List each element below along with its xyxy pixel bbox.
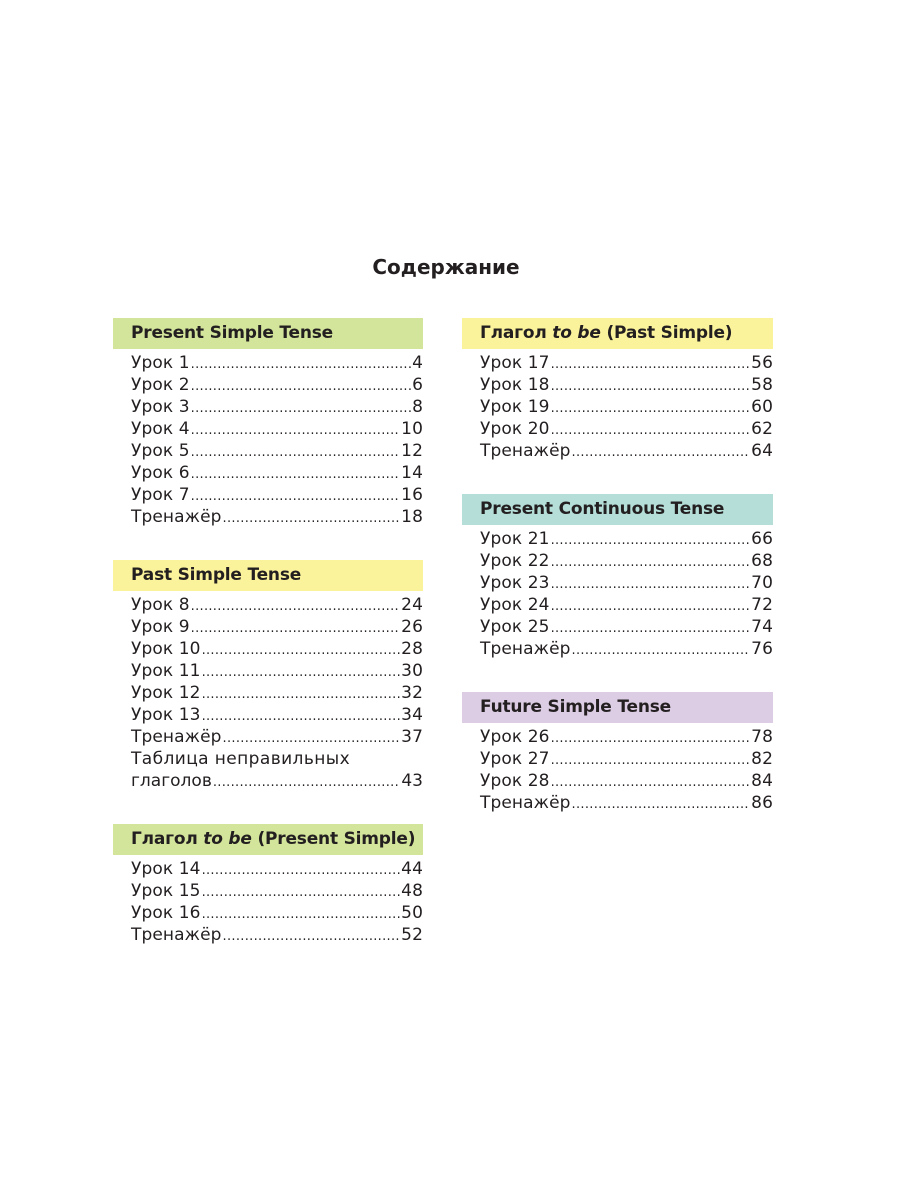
toc-column-right — [462, 318, 773, 846]
toc-entry-label: Тренажёр — [131, 727, 222, 747]
toc-entry-page: 43 — [401, 771, 423, 791]
toc-entry-page: 50 — [401, 903, 423, 923]
toc-entry[interactable] — [480, 572, 773, 594]
toc-entries — [113, 352, 423, 528]
toc-entry-page: 62 — [751, 419, 773, 439]
leader-dots — [191, 354, 411, 376]
toc-entry-label: Урок 23 — [480, 573, 550, 593]
section-header-text: Глагол — [131, 829, 204, 849]
toc-entry-label: Урок 18 — [480, 375, 550, 395]
toc-entry[interactable] — [131, 638, 423, 660]
toc-entry[interactable] — [480, 748, 773, 770]
toc-entry[interactable] — [480, 770, 773, 792]
leader-dots — [223, 728, 401, 750]
toc-entry-label: Урок 16 — [131, 903, 201, 923]
leader-dots — [202, 860, 401, 882]
toc-entries — [462, 352, 773, 462]
toc-entry[interactable] — [131, 616, 423, 638]
toc-entry-label: Тренажёр — [131, 507, 222, 527]
toc-entry-page: 10 — [401, 419, 423, 439]
toc-entry-label: глаголов — [131, 771, 212, 791]
toc-entry[interactable] — [480, 550, 773, 572]
toc-entry[interactable] — [131, 682, 423, 704]
toc-entry-label: Тренажёр — [480, 793, 571, 813]
leader-dots — [191, 420, 401, 442]
page-title: Содержание — [372, 255, 520, 279]
toc-entry-label: Урок 15 — [131, 881, 201, 901]
toc-entry-page: 60 — [751, 397, 773, 417]
leader-dots — [551, 574, 751, 596]
toc-entry-label: Урок 26 — [480, 727, 550, 747]
toc-entry[interactable] — [131, 374, 423, 396]
toc-entry-label: Урок 5 — [131, 441, 190, 461]
toc-entry[interactable] — [131, 440, 423, 462]
leader-dots — [202, 882, 401, 904]
section-header — [113, 824, 423, 855]
toc-entry[interactable] — [480, 726, 773, 748]
leader-dots — [572, 442, 751, 464]
toc-entry[interactable] — [131, 484, 423, 506]
leader-dots — [191, 596, 401, 618]
toc-entry[interactable] — [131, 880, 423, 902]
toc-entry[interactable] — [480, 396, 773, 418]
toc-entry[interactable] — [131, 462, 423, 484]
toc-entry[interactable] — [480, 418, 773, 440]
leader-dots — [572, 794, 751, 816]
toc-entry-label: Урок 27 — [480, 749, 550, 769]
section-header: Future Simple Tense — [462, 692, 773, 723]
toc-entry[interactable] — [480, 616, 773, 638]
toc-entry-page: 68 — [751, 551, 773, 571]
leader-dots — [551, 376, 751, 398]
toc-section-past-simple — [113, 560, 423, 792]
toc-entry[interactable] — [131, 902, 423, 924]
toc-entry-page: 70 — [751, 573, 773, 593]
toc-entry-label: Урок 7 — [131, 485, 190, 505]
toc-entry-page: 14 — [401, 463, 423, 483]
toc-entry-label: Урок 3 — [131, 397, 190, 417]
leader-dots — [551, 618, 751, 640]
toc-entry-page: 74 — [751, 617, 773, 637]
toc-entry-label: Тренажёр — [480, 639, 571, 659]
toc-entry-page: 16 — [401, 485, 423, 505]
toc-entry-page: 86 — [751, 793, 773, 813]
toc-entry-page: 30 — [401, 661, 423, 681]
toc-entry-label: Урок 6 — [131, 463, 190, 483]
toc-entry-page: 12 — [401, 441, 423, 461]
toc-section-to-be-past — [462, 318, 773, 462]
section-header-emphasis: to be — [552, 323, 601, 343]
toc-entry-irregular-verbs[interactable] — [113, 748, 423, 792]
leader-dots — [551, 552, 751, 574]
leader-dots — [202, 662, 401, 684]
toc-entry-page: 26 — [401, 617, 423, 637]
toc-entry[interactable] — [480, 374, 773, 396]
toc-entries — [462, 726, 773, 814]
leader-dots — [191, 376, 411, 398]
section-header-text: (Past Simple) — [600, 323, 733, 343]
toc-entry-label: Урок 19 — [480, 397, 550, 417]
toc-entries — [113, 594, 423, 748]
toc-entry-page: 4 — [412, 353, 423, 373]
toc-entry-label: Урок 12 — [131, 683, 201, 703]
section-header: Past Simple Tense — [113, 560, 423, 591]
toc-entry-page: 18 — [401, 507, 423, 527]
toc-entry-page: 66 — [751, 529, 773, 549]
toc-entry-page: 64 — [751, 441, 773, 461]
leader-dots — [551, 354, 751, 376]
section-header: Present Simple Tense — [113, 318, 423, 349]
leader-dots — [551, 596, 751, 618]
toc-entry[interactable] — [480, 440, 773, 462]
toc-entry[interactable] — [131, 396, 423, 418]
toc-entry-label: Урок 8 — [131, 595, 190, 615]
toc-entry[interactable] — [480, 638, 773, 660]
leader-dots — [191, 398, 411, 420]
toc-entries — [462, 528, 773, 660]
toc-entry[interactable] — [131, 352, 423, 374]
toc-entry-page: 84 — [751, 771, 773, 791]
toc-entry-label: Тренажёр — [131, 925, 222, 945]
leader-dots — [551, 420, 751, 442]
toc-entry[interactable] — [131, 726, 423, 748]
toc-entry-label: Урок 9 — [131, 617, 190, 637]
toc-section-present-simple — [113, 318, 423, 528]
toc-section-future-simple — [462, 692, 773, 814]
toc-entry-page: 44 — [401, 859, 423, 879]
toc-entry[interactable] — [131, 594, 423, 616]
toc-entry-page: 32 — [401, 683, 423, 703]
section-header: Present Continuous Tense — [462, 494, 773, 525]
leader-dots — [202, 706, 401, 728]
leader-dots — [551, 772, 751, 794]
toc-entry-page: 48 — [401, 881, 423, 901]
toc-entry[interactable] — [480, 528, 773, 550]
toc-entry-page: 8 — [412, 397, 423, 417]
toc-entry-label: Урок 25 — [480, 617, 550, 637]
toc-entry-label: Урок 24 — [480, 595, 550, 615]
toc-entry-label: Тренажёр — [480, 441, 571, 461]
toc-entry-page: 24 — [401, 595, 423, 615]
toc-entry-page: 52 — [401, 925, 423, 945]
toc-entry-label: Урок 2 — [131, 375, 190, 395]
toc-entry-page: 78 — [751, 727, 773, 747]
leader-dots — [223, 926, 401, 948]
toc-entry-page: 37 — [401, 727, 423, 747]
leader-dots — [551, 728, 751, 750]
toc-entry-label: Урок 20 — [480, 419, 550, 439]
leader-dots — [223, 508, 401, 530]
toc-entry[interactable] — [131, 660, 423, 682]
toc-entry-label: Урок 14 — [131, 859, 201, 879]
toc-entry-page: 28 — [401, 639, 423, 659]
leader-dots — [551, 398, 751, 420]
toc-entry[interactable] — [480, 594, 773, 616]
toc-entry-label: Урок 13 — [131, 705, 201, 725]
leader-dots — [191, 486, 401, 508]
toc-entry-page: 58 — [751, 375, 773, 395]
toc-entry-label: Урок 11 — [131, 661, 201, 681]
leader-dots — [213, 772, 401, 794]
toc-entries — [113, 858, 423, 946]
toc-entry[interactable] — [131, 506, 423, 528]
toc-entry-label: Урок 4 — [131, 419, 190, 439]
toc-entry[interactable] — [131, 704, 423, 726]
leader-dots — [551, 530, 751, 552]
toc-entry-page: 34 — [401, 705, 423, 725]
section-header-text: (Present Simple) — [251, 829, 416, 849]
toc-entry-label: Урок 22 — [480, 551, 550, 571]
section-header-emphasis: to be — [203, 829, 252, 849]
leader-dots — [191, 618, 401, 640]
toc-column-left — [113, 318, 423, 978]
toc-entry[interactable] — [131, 858, 423, 880]
toc-entry-page: 82 — [751, 749, 773, 769]
toc-entry-label: Таблица неправильных — [131, 749, 351, 769]
toc-entry-page: 76 — [751, 639, 773, 659]
leader-dots — [551, 750, 751, 772]
toc-entry-page: 72 — [751, 595, 773, 615]
leader-dots — [202, 904, 401, 926]
toc-entry[interactable] — [480, 792, 773, 814]
toc-entry-label: Урок 28 — [480, 771, 550, 791]
toc-entry[interactable] — [131, 418, 423, 440]
leader-dots — [191, 464, 401, 486]
toc-entry-label: Урок 21 — [480, 529, 550, 549]
section-header — [462, 318, 773, 349]
leader-dots — [202, 684, 401, 706]
toc-entry-label: Урок 1 — [131, 353, 190, 373]
toc-section-present-continuous — [462, 494, 773, 660]
toc-entry[interactable] — [131, 924, 423, 946]
section-header-text: Глагол — [480, 323, 553, 343]
toc-entry-label: Урок 10 — [131, 639, 201, 659]
leader-dots — [191, 442, 401, 464]
toc-entry[interactable] — [480, 352, 773, 374]
toc-entry-page: 56 — [751, 353, 773, 373]
toc-section-to-be-present — [113, 824, 423, 946]
leader-dots — [202, 640, 401, 662]
leader-dots — [572, 640, 751, 662]
toc-entry-label: Урок 17 — [480, 353, 550, 373]
toc-entry-page: 6 — [412, 375, 423, 395]
